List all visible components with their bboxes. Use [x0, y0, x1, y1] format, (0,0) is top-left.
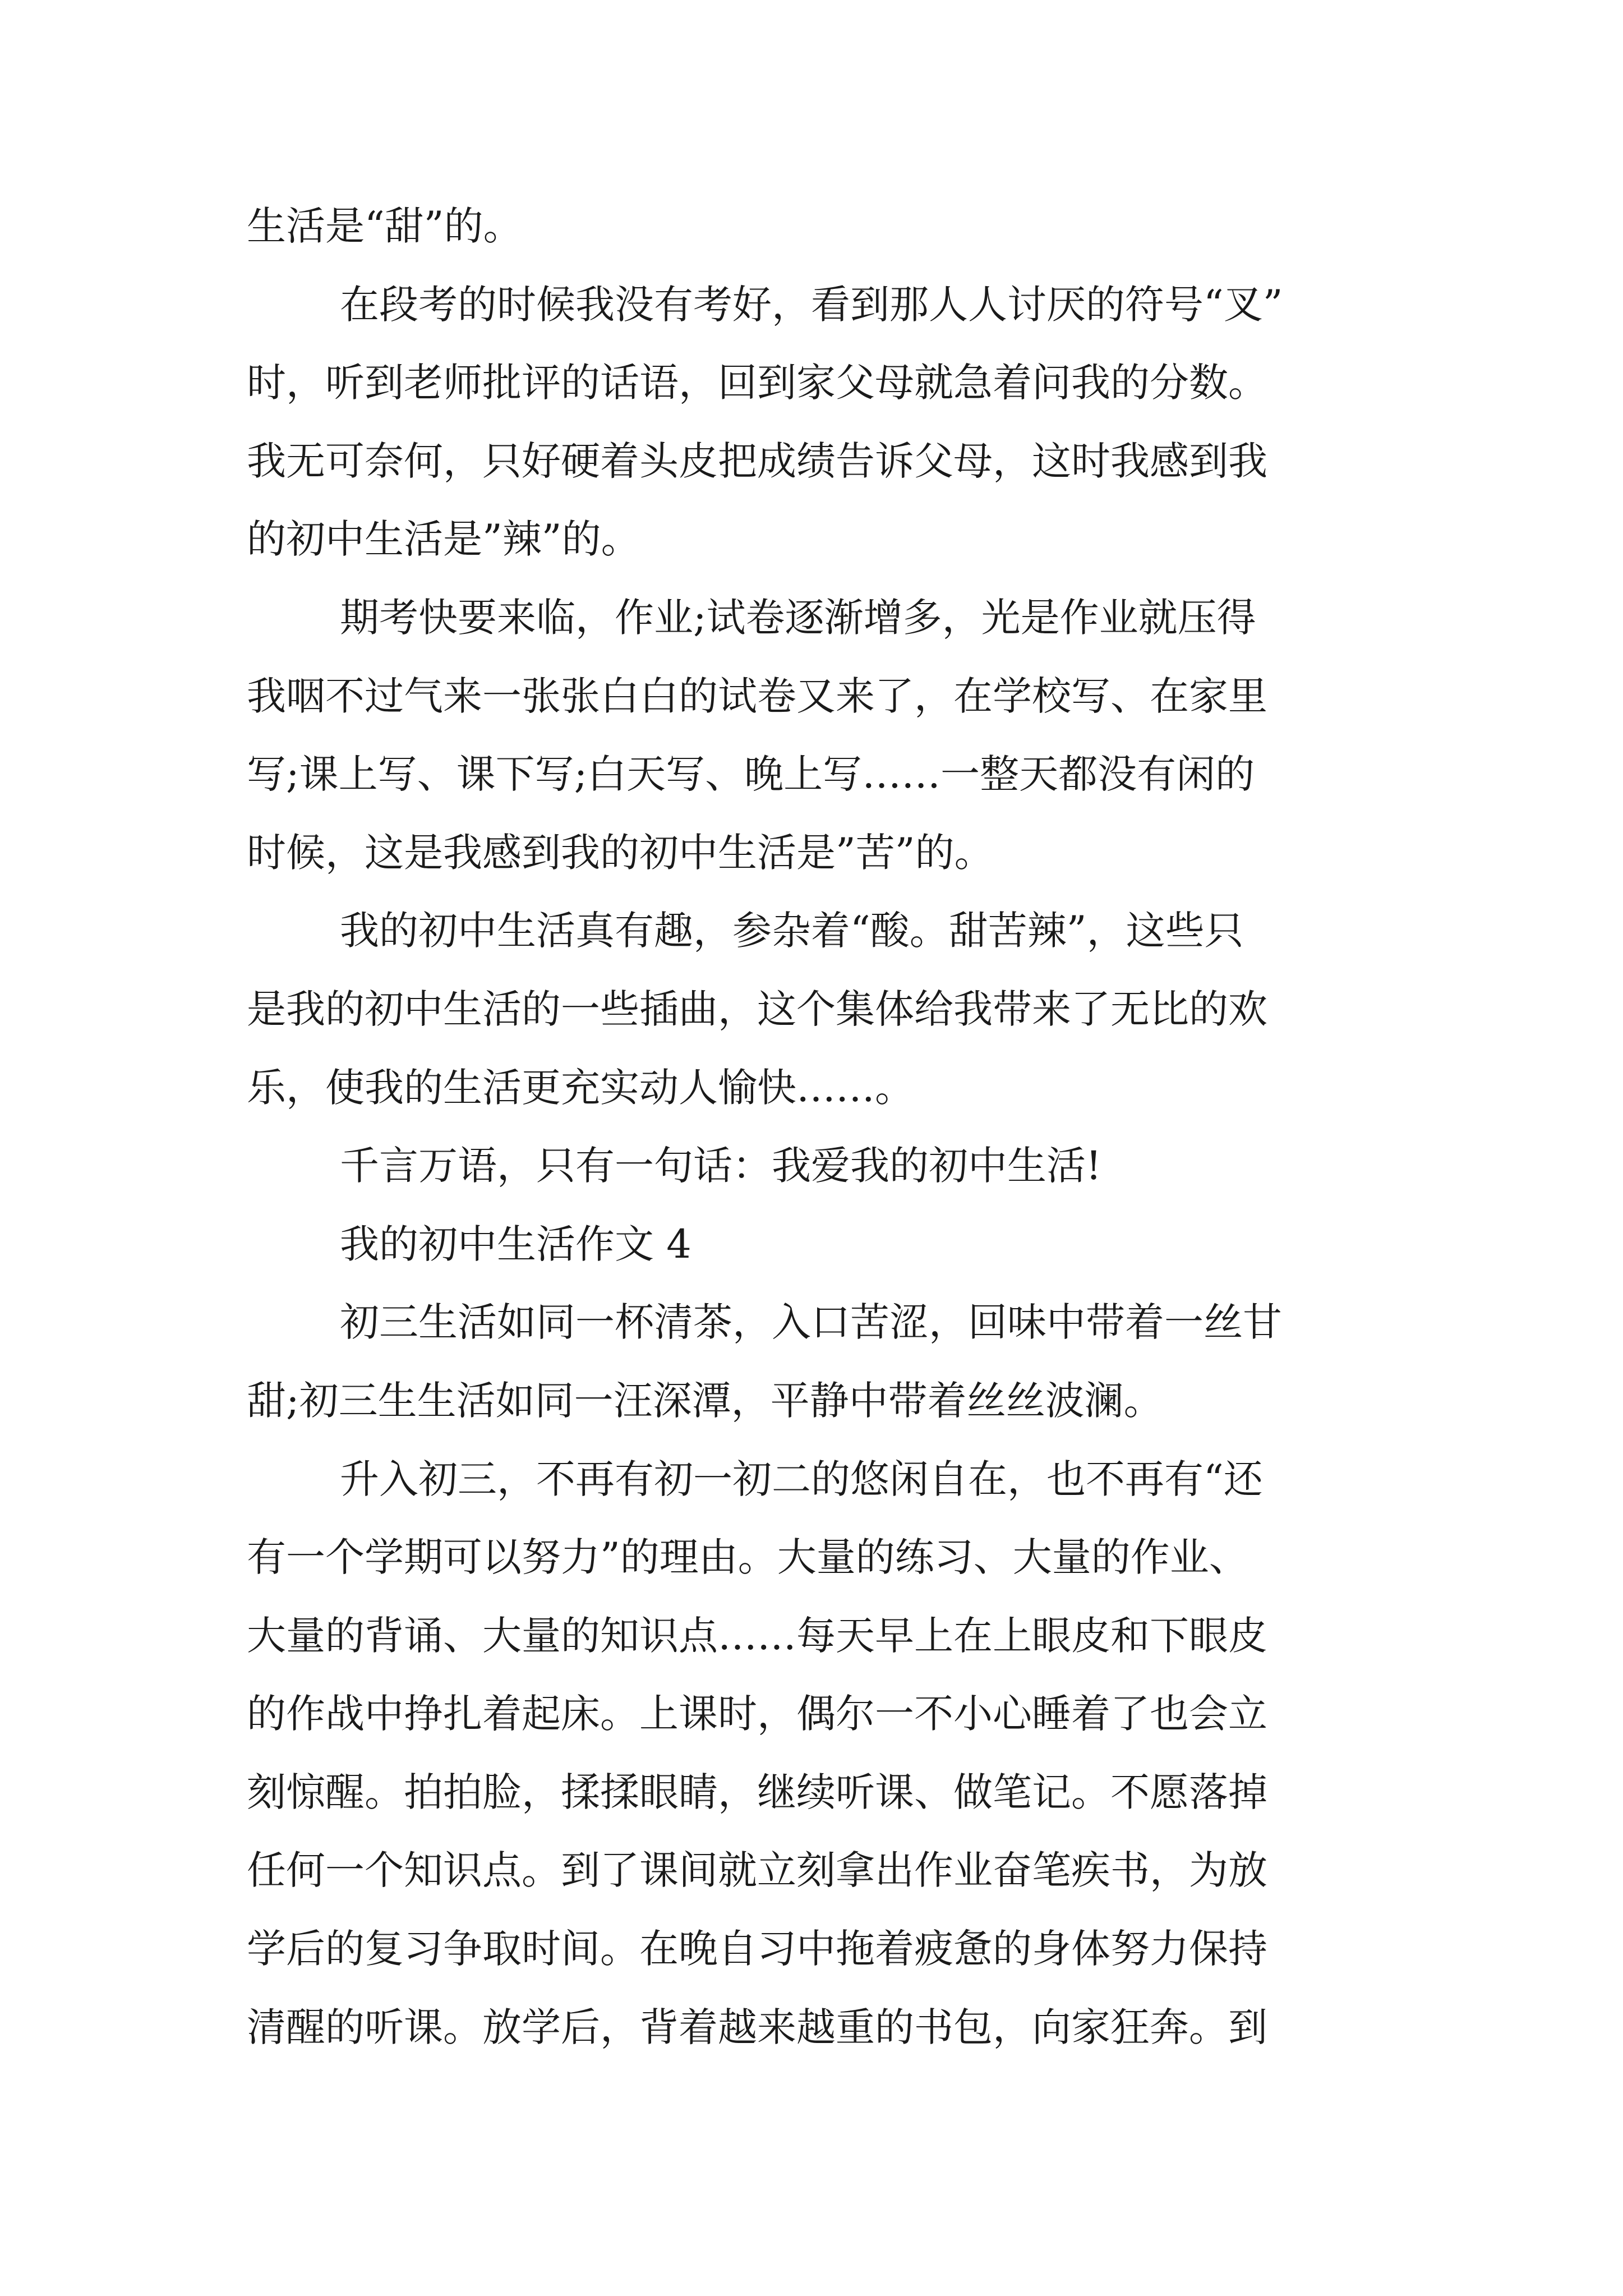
text-line: 是我的初中生活的一些插曲，这个集体给我带来了无比的欢: [247, 986, 1267, 1032]
text-line: 在段考的时候我没有考好，看到那人人讨厌的符号“叉”: [340, 281, 1283, 328]
text-line: 清醒的听课。放学后，背着越来越重的书包，向家狂奔。到: [247, 2004, 1267, 2050]
text-line: 生活是“甜”的。: [247, 203, 523, 249]
text-line: 任何一个知识点。到了课间就立刻拿出作业奋笔疾书，为放: [247, 1847, 1267, 1894]
text-line: 甜;初三生生活如同一汪深潭，平静中带着丝丝波澜。: [247, 1377, 1163, 1424]
text-line: 学后的复习争取时间。在晚自习中拖着疲惫的身体努力保持: [247, 1926, 1267, 1972]
text-line: 写;课上写、课下写;白天写、晚上写……一整天都没有闲的: [247, 751, 1255, 798]
text-line: 时候，这是我感到我的初中生活是”苦”的。: [247, 829, 994, 876]
text-line: 我咽不过气来一张张白白的试卷又来了，在学校写、在家里: [247, 673, 1267, 719]
text-line: 的作战中挣扎着起床。上课时，偶尔一不小心睡着了也会立: [247, 1691, 1267, 1737]
text-line: 我无可奈何，只好硬着头皮把成绩告诉父母，这时我感到我: [247, 438, 1267, 484]
text-line: 期考快要来临，作业;试卷逐渐增多，光是作业就压得: [340, 594, 1256, 641]
essay-text-block: [247, 203, 1385, 2086]
section-heading: 我的初中生活作文 4: [340, 1221, 691, 1267]
text-line: 我的初中生活真有趣，参杂着“酸。甜苦辣”，这些只: [340, 908, 1244, 954]
text-line: 乐，使我的生活更充实动人愉快……。: [247, 1064, 914, 1111]
text-line: 初三生活如同一杯清茶，入口苦涩，回味中带着一丝甘: [340, 1299, 1282, 1346]
text-line: 时，听到老师批评的话语，回到家父母就急着问我的分数。: [247, 360, 1267, 406]
text-line: 刻惊醒。拍拍脸，揉揉眼睛，继续听课、做笔记。不愿落掉: [247, 1769, 1267, 1815]
text-line: 千言万语，只有一句话：我爱我的初中生活!: [340, 1143, 1102, 1189]
text-line: 有一个学期可以努力”的理由。大量的练习、大量的作业、: [247, 1534, 1248, 1581]
text-line: 大量的背诵、大量的知识点……每天早上在上眼皮和下眼皮: [247, 1612, 1267, 1659]
text-line: 的初中生活是”辣”的。: [247, 516, 640, 563]
text-line: 升入初三，不再有初一初二的悠闲自在，也不再有“还: [340, 1456, 1263, 1502]
